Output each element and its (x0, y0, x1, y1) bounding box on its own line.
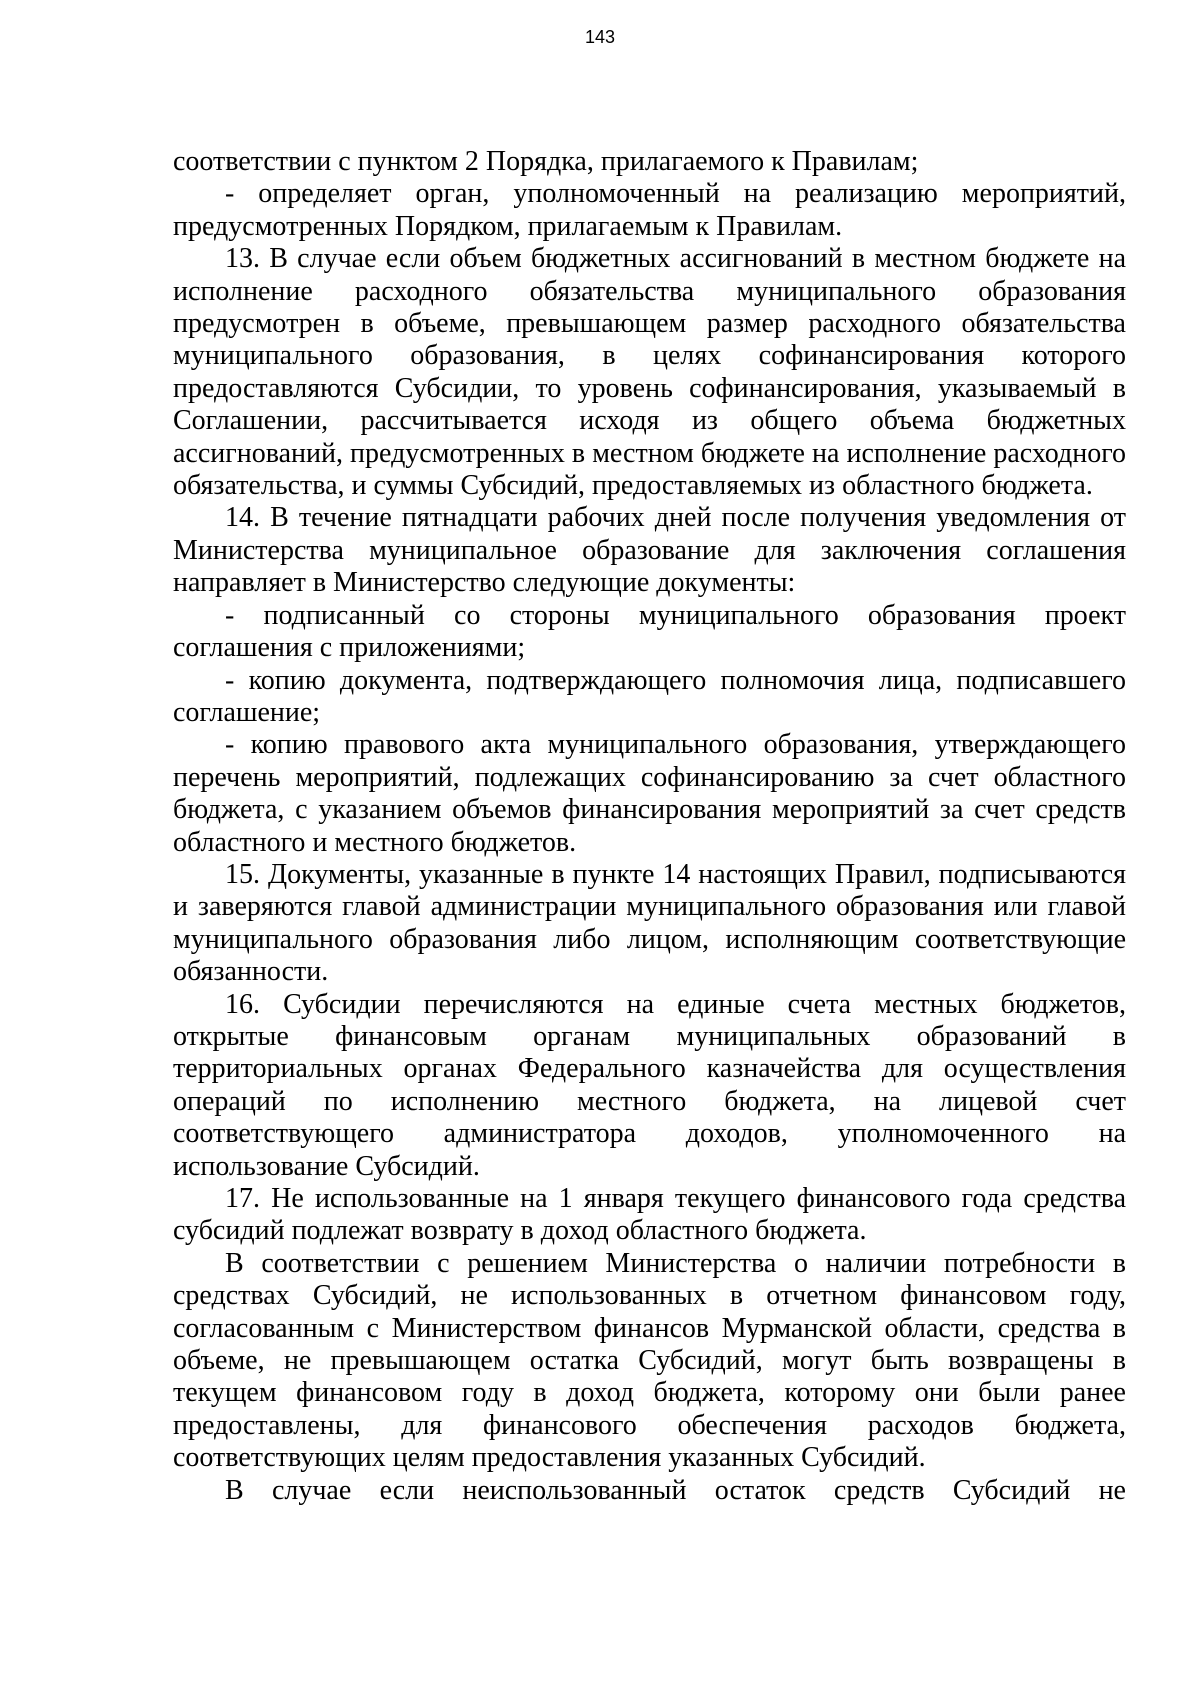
paragraph-return-of-funds: В соответствии с решением Министерства о наличии потребности в средствах Субсидий, не использованных в отчетном финансовом году, согласованным с Министерством финансов Мурманской области, средства в объеме, не превышающем остатка Субсидий, могут быть возвращены в текущем финансовом году в доход бюджета, которому они были ранее предоставлены, для финансового обеспечения расходов бюджета, соответствующих целям предоставления указанных Субсидий. (173, 1247, 1126, 1474)
paragraph-authority-determination: - определяет орган, уполномоченный на реализацию мероприятий, предусмотренных Порядком, прилагаемым к Правилам. (173, 178, 1126, 242)
paragraph-item-16: 16. Субсидии перечисляются на единые счета местных бюджетов, открытые финансовым органам муниципальных образований в территориальных органах Федерального казначейства для осуществления операций по исполнению местного бюджета, на лицевой счет соответствующего администратора доходов, уполномоченного на использование Субсидий. (173, 988, 1126, 1182)
document-body (173, 146, 1126, 1507)
paragraph-item-15: 15. Документы, указанные в пункте 14 настоящих Правил, подписываются и заверяются главой администрации муниципального образования или главой муниципального образования либо лицом, исполняющим соответствующие обязанности. (173, 858, 1126, 988)
paragraph-list-legal-act: - копию правового акта муниципального образования, утверждающего перечень мероприятий, подлежащих софинансированию за счет областного бюджета, с указанием объемов финансирования мероприятий за счет средств областного и местного бюджетов. (173, 729, 1126, 858)
paragraph-item-14: 14. В течение пятнадцати рабочих дней после получения уведомления от Министерства муниципальное образование для заключения соглашения направляет в Министерство следующие документы: (173, 502, 1126, 599)
paragraph-item-13: 13. В случае если объем бюджетных ассигнований в местном бюджете на исполнение расходного обязательства муниципального образования предусмотрен в объеме, превышающем размер расходного обязательства муниципального образования, в целях софинансирования которого предоставляются Субсидии, то уровень софинансирования, указываемый в Соглашении, рассчитывается исходя из общего объема бюджетных ассигнований, предусмотренных в местном бюджете на исполнение расходного обязательства, и суммы Субсидий, предоставляемых из областного бюджета. (173, 243, 1126, 502)
page-number: 143 (584, 27, 616, 47)
paragraph-list-signed-project: - подписанный со стороны муниципального образования проект соглашения с приложениями; (173, 599, 1126, 664)
paragraph-continuation: соответствии с пунктом 2 Порядка, прилагаемого к Правилам; (173, 146, 919, 177)
paragraph-list-authority-document: - копию документа, подтверждающего полномочия лица, подписавшего соглашение; (173, 664, 1126, 728)
paragraph-item-17: 17. Не использованные на 1 января текущего финансового года средства субсидий подлежат возврату в доход областного бюджета. (173, 1183, 1126, 1247)
paragraph-unused-balance: В случае если неиспользованный остаток средств Субсидий не (225, 1474, 1126, 1506)
